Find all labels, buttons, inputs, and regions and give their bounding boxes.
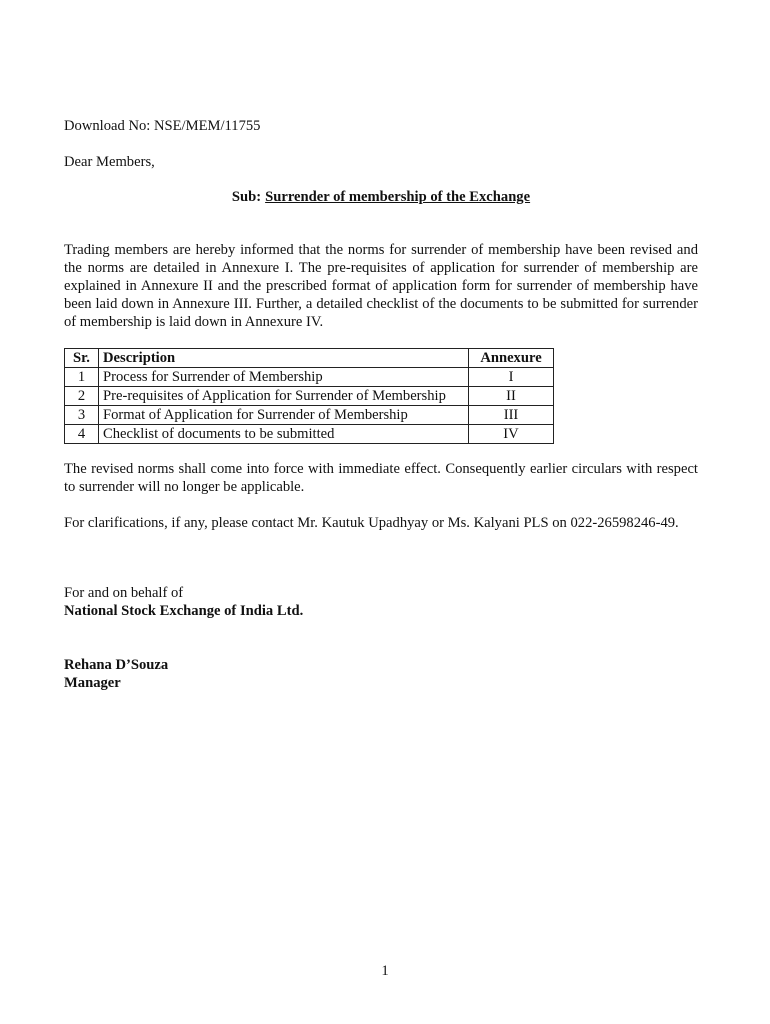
contact-paragraph: For clarifications, if any, please contact Mr. Kautuk Upadhyay or Ms. Kalyani PLS on 022-26598246-49. (64, 515, 679, 531)
row-annexure: II (469, 387, 554, 406)
row-sr: 2 (65, 387, 99, 406)
intro-paragraph: Trading members are hereby informed that the norms for surrender of membership have been revised and the norms are detailed in Annexure I. The pre-requisites of application for surrender of membership are explained in Annexure II and the prescribed format of application form for surrender of membership have been laid down in Annexure III. Further, a detailed checklist of the documents to be submitted for surrender of membership is laid down in Annexure IV. (64, 242, 698, 330)
row-sr: 4 (65, 425, 99, 444)
page-number: 1 (381, 963, 389, 979)
signatory-name: Rehana D’Souza (64, 657, 169, 673)
table-row (65, 425, 554, 444)
signatory-title: Manager (64, 675, 121, 691)
closing-line: For and on behalf of (64, 585, 184, 601)
row-description: Process for Surrender of Membership (99, 368, 469, 387)
organization-name: National Stock Exchange of India Ltd. (64, 603, 304, 619)
subject-title: Surrender of membership of the Exchange (265, 189, 531, 205)
signature-block (64, 656, 698, 692)
row-annexure: IV (469, 425, 554, 444)
row-annexure: I (469, 368, 554, 387)
table-row (65, 406, 554, 425)
download-number: Download No: NSE/MEM/11755 (64, 118, 261, 134)
closing-block (64, 584, 698, 620)
row-description: Format of Application for Surrender of Membership (99, 406, 469, 425)
table-header-row (65, 349, 554, 368)
row-description: Checklist of documents to be submitted (99, 425, 469, 444)
row-sr: 3 (65, 406, 99, 425)
salutation: Dear Members, (64, 154, 155, 170)
header-description: Description (99, 349, 469, 368)
subject-prefix: Sub: (231, 189, 262, 205)
table-row (65, 368, 554, 387)
table-row (65, 387, 554, 406)
row-annexure: III (469, 406, 554, 425)
subject-line (64, 188, 698, 206)
row-description: Pre-requisites of Application for Surrender of Membership (99, 387, 469, 406)
header-annexure: Annexure (469, 349, 554, 368)
row-sr: 1 (65, 368, 99, 387)
effect-paragraph: The revised norms shall come into force with immediate effect. Consequently earlier circulars with respect to surrender will no longer be applicable. (64, 461, 698, 495)
annexure-table (64, 348, 554, 444)
header-sr: Sr. (65, 349, 99, 368)
